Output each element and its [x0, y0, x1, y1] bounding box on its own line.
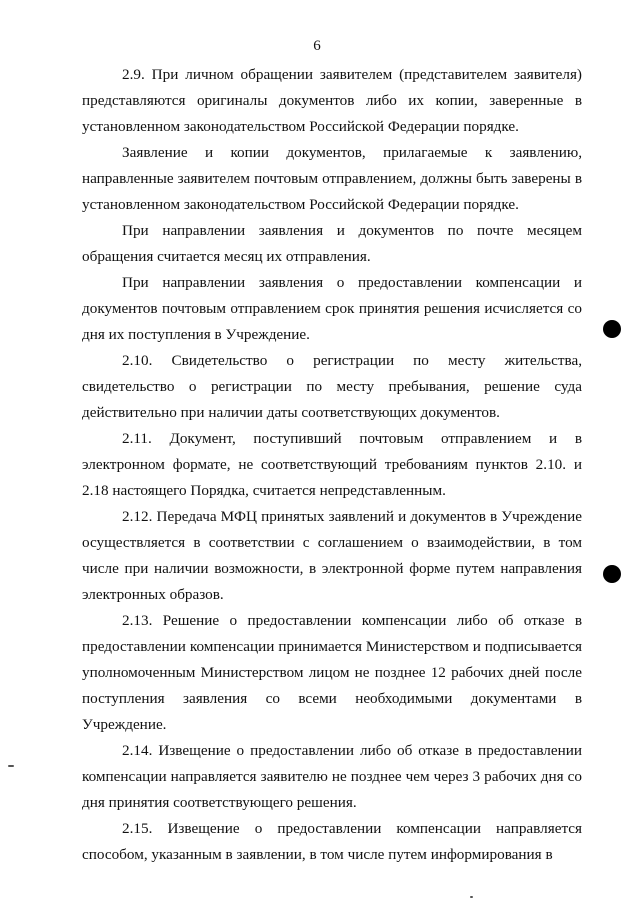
paragraph-2-10: 2.10. Свидетельство о регистрации по месту жительства, свидетельство о регистрации по месту пребывания, решение суда действительно при наличии даты соответствующих документов. [82, 352, 582, 421]
paragraph-2-11: 2.11. Документ, поступивший почтовым отправлением и в электронном формате, не соответствующий требованиям пунктов 2.10. и 2.18 настоящего Порядка, считается непредставленным. [82, 430, 582, 499]
paragraph-postal-month: При направлении заявления и документов по почте месяцем обращения считается месяц их отправления. [82, 222, 582, 265]
paragraph-2-14: 2.14. Извещение о предоставлении либо об отказе в предоставлении компенсации направляется заявителю не позднее чем через 3 рабочих дня со дня принятия соответствующего решения. [82, 742, 582, 811]
paragraph-certification: Заявление и копии документов, прилагаемые к заявлению, направленные заявителем почтовым отправлением, должны быть заверены в установленном законодательством Российской Федерации порядке. [82, 144, 582, 213]
scan-speck [8, 765, 14, 767]
binder-hole-bottom [603, 565, 621, 583]
paragraph-postal-deadline: При направлении заявления о предоставлении компенсации и документов почтовым отправлением срок принятия решения исчисляется со дня их поступления в Учреждение. [82, 274, 582, 343]
binder-hole-top [603, 320, 621, 338]
scan-speck [470, 896, 473, 898]
paragraph-2-15: 2.15. Извещение о предоставлении компенсации направляется способом, указанным в заявлении, в том числе путем информирования в [82, 820, 582, 863]
paragraph-2-12: 2.12. Передача МФЦ принятых заявлений и документов в Учреждение осуществляется в соответствии с соглашением о взаимодействии, в том числе при наличии возможности, в электронной форме путем направления электронных образов. [82, 508, 582, 603]
paragraph-2-9: 2.9. При личном обращении заявителем (представителем заявителя) представляются оригиналы документов либо их копии, заверенные в установленном законодательством Российской Федерации порядке. [82, 66, 582, 135]
document-body [82, 62, 582, 868]
paragraph-2-13: 2.13. Решение о предоставлении компенсации либо об отказе в предоставлении компенсации принимается Министерством и подписывается уполномоченным Министерством лицом не позднее 12 рабочих дней после поступления заявления со всеми необходимыми документами в Учреждение. [82, 612, 582, 733]
page-number: 6 [313, 38, 321, 54]
